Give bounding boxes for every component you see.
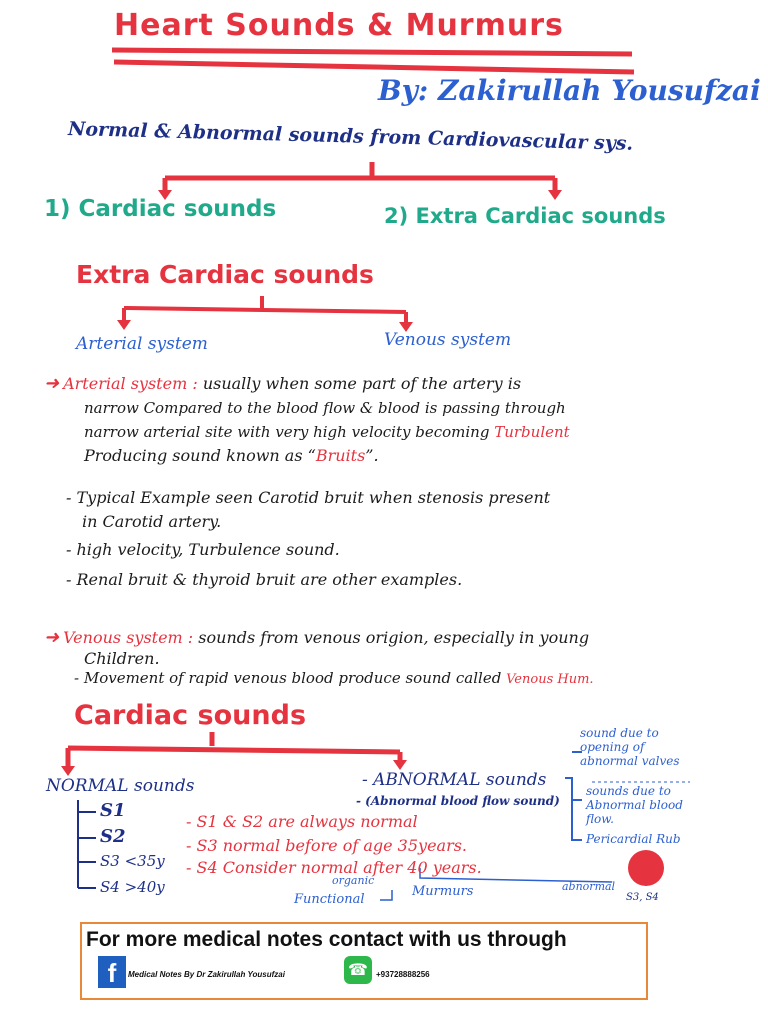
author: By: Zakirullah Yousufzai — [378, 74, 761, 107]
venous-paragraph: ➜ Venous system : sounds from venous origion, especially in young Children. - Movement of rapid venous blood produce sound called Venous Hum. — [44, 627, 594, 687]
abnormal-flow-note: sounds due to Abnormal blood flow. — [586, 784, 683, 826]
murmurs-label: Murmurs — [412, 884, 474, 899]
whatsapp-icon[interactable]: ☎ — [344, 956, 372, 984]
s1-s2-note: - S1 & S2 are always normal — [186, 812, 418, 831]
extra-cardiac-heading: Extra Cardiac sounds — [76, 260, 374, 289]
facebook-page-name[interactable]: Medical Notes By Dr Zakirullah Yousufzai — [128, 970, 285, 979]
pericardial-rub-note: Pericardial Rub — [586, 832, 681, 846]
s1-label: S1 — [100, 800, 126, 821]
functional-label: Functional — [294, 892, 365, 907]
arterial-system-label: Arterial system — [76, 334, 208, 354]
s3-label: S3 <35y — [100, 852, 165, 870]
abnormal-valves-note: sound due to opening of abnormal valves — [580, 726, 680, 768]
intro-heading: Normal & Abnormal sounds from Cardiovascular sys. — [67, 118, 634, 155]
organic-label: organic — [332, 874, 375, 887]
venous-system-label: Venous system — [384, 330, 512, 350]
facebook-icon[interactable]: f — [98, 956, 126, 988]
s4-label: S4 >40y — [100, 878, 165, 896]
s3-s4-label: S3, S4 — [626, 892, 659, 903]
branch-extra-cardiac: 2) Extra Cardiac sounds — [384, 204, 666, 228]
footer-contact-box — [80, 922, 648, 1000]
cardiac-heading: Cardiac sounds — [74, 700, 307, 731]
arterial-bullets: - Typical Example seen Carotid bruit when stenosis present in Carotid artery. - high velocity, Turbulence sound. - Renal bruit & thyroid bruit are other examples. — [66, 488, 551, 589]
abnormal-s-label: abnormal — [562, 880, 616, 893]
footer-text: For more medical notes contact with us through — [86, 928, 567, 951]
arrow-right-icon: ➜ — [44, 373, 60, 394]
page-title: Heart Sounds & Murmurs — [114, 8, 564, 43]
arrow-right-icon: ➜ — [44, 627, 60, 648]
arterial-paragraph: ➜ Arterial system : usually when some part of the artery is narrow Compared to the blood flow & blood is passing through narrow arterial site with very high velocity becoming Turbulent Producing sound known as “Bruits”. — [44, 373, 570, 465]
abnormal-sounds-label: - ABNORMAL sounds — [362, 770, 547, 790]
circle-mark-icon — [628, 850, 664, 886]
whatsapp-number[interactable]: +93728888256 — [376, 970, 430, 979]
s4-note: - S4 Consider normal after 40 years. — [186, 858, 482, 877]
branch-cardiac: 1) Cardiac sounds — [44, 196, 277, 222]
normal-sounds-label: NORMAL sounds — [46, 776, 195, 796]
abnormal-flow-label: - (Abnormal blood flow sound) — [356, 794, 560, 808]
s2-label: S2 — [100, 826, 126, 847]
s3-note: - S3 normal before of age 35years. — [186, 836, 468, 855]
